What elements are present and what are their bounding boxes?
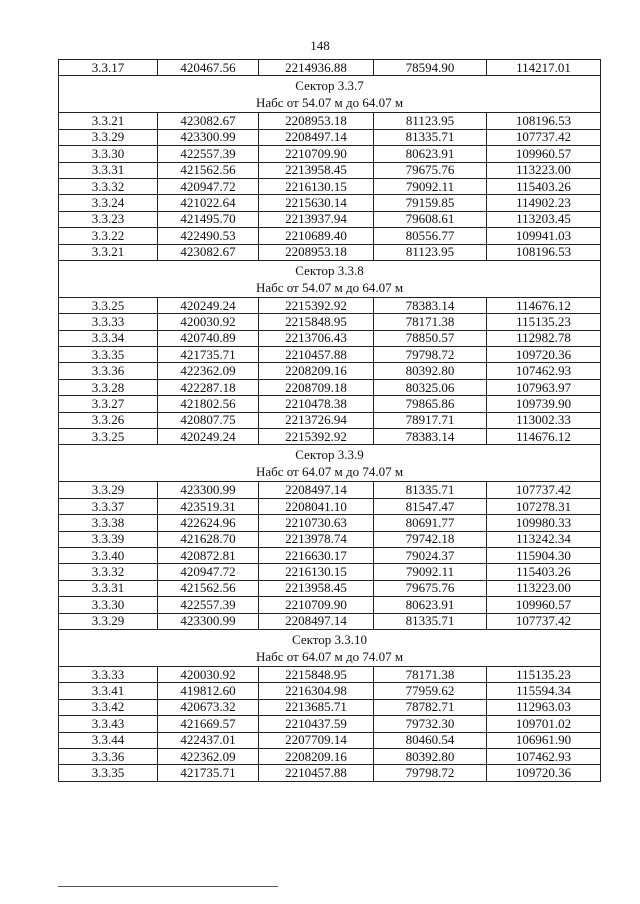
sector-elevation-range: Набс от 64.07 м до 74.07 м bbox=[255, 648, 404, 664]
coordinate-cell: 79798.72 bbox=[374, 347, 487, 363]
table-row bbox=[59, 297, 601, 313]
point-id-cell: 3.3.39 bbox=[59, 531, 158, 547]
point-id-cell: 3.3.40 bbox=[59, 547, 158, 563]
table-row bbox=[59, 396, 601, 412]
point-id-cell: 3.3.17 bbox=[59, 60, 158, 76]
table-row bbox=[59, 244, 601, 260]
coordinate-cell: 107462.93 bbox=[487, 748, 601, 764]
coordinate-cell: 113223.00 bbox=[487, 580, 601, 596]
coordinate-cell: 109980.33 bbox=[487, 515, 601, 531]
coordinate-cell: 107737.42 bbox=[487, 482, 601, 498]
coordinate-cell: 81123.95 bbox=[374, 113, 487, 129]
coordinate-cell: 422437.01 bbox=[158, 732, 259, 748]
coordinate-cell: 420872.81 bbox=[158, 547, 259, 563]
table-row bbox=[59, 146, 601, 162]
coordinate-cell: 109960.57 bbox=[487, 146, 601, 162]
table-row bbox=[59, 498, 601, 514]
table-row bbox=[59, 330, 601, 346]
coordinate-cell: 81123.95 bbox=[374, 244, 487, 260]
coordinate-cell: 421495.70 bbox=[158, 211, 259, 227]
table-row bbox=[59, 228, 601, 244]
table-row bbox=[59, 732, 601, 748]
coordinate-cell: 115403.26 bbox=[487, 564, 601, 580]
sector-title: Сектор 3.3.7 bbox=[295, 78, 364, 94]
coordinate-cell: 78171.38 bbox=[374, 666, 487, 682]
coordinate-cell: 109720.36 bbox=[487, 765, 601, 781]
table-row bbox=[59, 379, 601, 395]
table-row bbox=[59, 765, 601, 781]
coordinate-cell: 2213958.45 bbox=[259, 580, 374, 596]
coordinate-cell: 2210689.40 bbox=[259, 228, 374, 244]
coordinate-cell: 423300.99 bbox=[158, 613, 259, 629]
point-id-cell: 3.3.21 bbox=[59, 113, 158, 129]
point-id-cell: 3.3.34 bbox=[59, 330, 158, 346]
coordinate-cell: 423082.67 bbox=[158, 113, 259, 129]
coordinate-cell: 421735.71 bbox=[158, 347, 259, 363]
table-row bbox=[59, 129, 601, 145]
coordinate-cell: 420807.75 bbox=[158, 412, 259, 428]
point-id-cell: 3.3.43 bbox=[59, 716, 158, 732]
coordinate-cell: 78171.38 bbox=[374, 314, 487, 330]
point-id-cell: 3.3.30 bbox=[59, 146, 158, 162]
point-id-cell: 3.3.25 bbox=[59, 429, 158, 445]
coordinate-cell: 422362.09 bbox=[158, 748, 259, 764]
coordinate-cell: 80691.77 bbox=[374, 515, 487, 531]
sector-elevation-range: Набс от 54.07 м до 64.07 м bbox=[255, 95, 404, 111]
sector-header-cell bbox=[59, 629, 601, 666]
coordinate-cell: 2213706.43 bbox=[259, 330, 374, 346]
coordinate-cell: 2208497.14 bbox=[259, 129, 374, 145]
table-row bbox=[59, 699, 601, 715]
coordinate-cell: 2216130.15 bbox=[259, 564, 374, 580]
point-id-cell: 3.3.29 bbox=[59, 129, 158, 145]
coordinate-cell: 423082.67 bbox=[158, 244, 259, 260]
coordinate-cell: 420740.89 bbox=[158, 330, 259, 346]
point-id-cell: 3.3.41 bbox=[59, 683, 158, 699]
coordinate-cell: 108196.53 bbox=[487, 113, 601, 129]
coordinate-cell: 2208709.18 bbox=[259, 379, 374, 395]
coordinates-table-container bbox=[58, 59, 600, 782]
coordinate-cell: 115904.30 bbox=[487, 547, 601, 563]
point-id-cell: 3.3.29 bbox=[59, 482, 158, 498]
point-id-cell: 3.3.27 bbox=[59, 396, 158, 412]
table-row bbox=[59, 531, 601, 547]
table-row bbox=[59, 162, 601, 178]
coordinate-cell: 109720.36 bbox=[487, 347, 601, 363]
sector-header-cell bbox=[59, 445, 601, 482]
coordinate-cell: 423300.99 bbox=[158, 129, 259, 145]
point-id-cell: 3.3.42 bbox=[59, 699, 158, 715]
point-id-cell: 3.3.35 bbox=[59, 347, 158, 363]
coordinate-cell: 80623.91 bbox=[374, 146, 487, 162]
table-row bbox=[59, 429, 601, 445]
coordinate-cell: 2215630.14 bbox=[259, 195, 374, 211]
coordinate-cell: 79732.30 bbox=[374, 716, 487, 732]
coordinate-cell: 80556.77 bbox=[374, 228, 487, 244]
coordinate-cell: 79742.18 bbox=[374, 531, 487, 547]
table-row bbox=[59, 347, 601, 363]
table-row bbox=[59, 547, 601, 563]
table-row bbox=[59, 113, 601, 129]
coordinate-cell: 109739.90 bbox=[487, 396, 601, 412]
table-row bbox=[59, 716, 601, 732]
coordinate-cell: 109960.57 bbox=[487, 597, 601, 613]
coordinate-cell: 420947.72 bbox=[158, 564, 259, 580]
table-row bbox=[59, 515, 601, 531]
point-id-cell: 3.3.26 bbox=[59, 412, 158, 428]
coordinate-cell: 106961.90 bbox=[487, 732, 601, 748]
coordinate-cell: 78383.14 bbox=[374, 429, 487, 445]
table-row bbox=[59, 748, 601, 764]
coordinate-cell: 79092.11 bbox=[374, 564, 487, 580]
coordinate-cell: 2208041.10 bbox=[259, 498, 374, 514]
coordinate-cell: 422490.53 bbox=[158, 228, 259, 244]
coordinate-cell: 80392.80 bbox=[374, 363, 487, 379]
coordinate-cell: 107278.31 bbox=[487, 498, 601, 514]
coordinate-cell: 421562.56 bbox=[158, 580, 259, 596]
coordinate-cell: 80325.06 bbox=[374, 379, 487, 395]
coordinate-cell: 421669.57 bbox=[158, 716, 259, 732]
coordinate-cell: 79024.37 bbox=[374, 547, 487, 563]
coordinate-cell: 422557.39 bbox=[158, 146, 259, 162]
coordinate-cell: 420673.32 bbox=[158, 699, 259, 715]
coordinate-cell: 113242.34 bbox=[487, 531, 601, 547]
table-row bbox=[59, 613, 601, 629]
coordinate-cell: 109941.03 bbox=[487, 228, 601, 244]
coordinate-cell: 423300.99 bbox=[158, 482, 259, 498]
coordinate-cell: 2208209.16 bbox=[259, 748, 374, 764]
coordinate-cell: 109701.02 bbox=[487, 716, 601, 732]
table-row bbox=[59, 60, 601, 76]
coordinate-cell: 422287.18 bbox=[158, 379, 259, 395]
coordinate-cell: 2208953.18 bbox=[259, 244, 374, 260]
point-id-cell: 3.3.23 bbox=[59, 211, 158, 227]
coordinate-cell: 113223.00 bbox=[487, 162, 601, 178]
point-id-cell: 3.3.35 bbox=[59, 765, 158, 781]
point-id-cell: 3.3.32 bbox=[59, 564, 158, 580]
coordinate-cell: 420030.92 bbox=[158, 666, 259, 682]
point-id-cell: 3.3.22 bbox=[59, 228, 158, 244]
coordinate-cell: 107737.42 bbox=[487, 613, 601, 629]
point-id-cell: 3.3.44 bbox=[59, 732, 158, 748]
coordinate-cell: 114676.12 bbox=[487, 429, 601, 445]
coordinate-cell: 79092.11 bbox=[374, 178, 487, 194]
point-id-cell: 3.3.29 bbox=[59, 613, 158, 629]
coordinate-cell: 420947.72 bbox=[158, 178, 259, 194]
coordinate-cell: 79865.86 bbox=[374, 396, 487, 412]
coordinate-cell: 2210457.88 bbox=[259, 347, 374, 363]
coordinate-cell: 113002.33 bbox=[487, 412, 601, 428]
sector-header-row bbox=[59, 445, 601, 482]
coordinate-cell: 81547.47 bbox=[374, 498, 487, 514]
coordinate-cell: 421628.70 bbox=[158, 531, 259, 547]
coordinate-cell: 114902.23 bbox=[487, 195, 601, 211]
coordinate-cell: 2208953.18 bbox=[259, 113, 374, 129]
table-row bbox=[59, 683, 601, 699]
coordinate-cell: 2208497.14 bbox=[259, 613, 374, 629]
table-row bbox=[59, 363, 601, 379]
point-id-cell: 3.3.37 bbox=[59, 498, 158, 514]
coordinates-table-body bbox=[59, 60, 601, 782]
sector-title: Сектор 3.3.8 bbox=[295, 262, 364, 278]
coordinate-cell: 2210709.90 bbox=[259, 597, 374, 613]
coordinate-cell: 2213726.94 bbox=[259, 412, 374, 428]
table-row bbox=[59, 412, 601, 428]
sector-title: Сектор 3.3.9 bbox=[295, 447, 364, 463]
table-row bbox=[59, 178, 601, 194]
coordinate-cell: 2210478.38 bbox=[259, 396, 374, 412]
table-row bbox=[59, 482, 601, 498]
coordinate-cell: 2207709.14 bbox=[259, 732, 374, 748]
point-id-cell: 3.3.33 bbox=[59, 666, 158, 682]
coordinate-cell: 2216130.15 bbox=[259, 178, 374, 194]
coordinate-cell: 112982.78 bbox=[487, 330, 601, 346]
coordinate-cell: 420467.56 bbox=[158, 60, 259, 76]
coordinate-cell: 114676.12 bbox=[487, 297, 601, 313]
coordinate-cell: 79675.76 bbox=[374, 580, 487, 596]
coordinate-cell: 421022.64 bbox=[158, 195, 259, 211]
table-row bbox=[59, 580, 601, 596]
coordinate-cell: 78850.57 bbox=[374, 330, 487, 346]
coordinate-cell: 77959.62 bbox=[374, 683, 487, 699]
footer-rule bbox=[58, 886, 278, 887]
coordinate-cell: 2213937.94 bbox=[259, 211, 374, 227]
coordinate-cell: 80623.91 bbox=[374, 597, 487, 613]
coordinate-cell: 80460.54 bbox=[374, 732, 487, 748]
coordinate-cell: 2213685.71 bbox=[259, 699, 374, 715]
coordinate-cell: 80392.80 bbox=[374, 748, 487, 764]
coordinate-cell: 421802.56 bbox=[158, 396, 259, 412]
sector-header-row bbox=[59, 76, 601, 113]
coordinate-cell: 115135.23 bbox=[487, 666, 601, 682]
point-id-cell: 3.3.31 bbox=[59, 580, 158, 596]
coordinate-cell: 2210437.59 bbox=[259, 716, 374, 732]
table-row bbox=[59, 211, 601, 227]
table-row bbox=[59, 195, 601, 211]
sector-elevation-range: Набс от 54.07 м до 64.07 м bbox=[255, 279, 404, 295]
coordinate-cell: 420249.24 bbox=[158, 297, 259, 313]
coordinate-cell: 81335.71 bbox=[374, 613, 487, 629]
sector-title: Сектор 3.3.10 bbox=[291, 631, 367, 647]
coordinate-cell: 107737.42 bbox=[487, 129, 601, 145]
coordinate-cell: 422624.96 bbox=[158, 515, 259, 531]
coordinate-cell: 2216304.98 bbox=[259, 683, 374, 699]
coordinate-cell: 81335.71 bbox=[374, 129, 487, 145]
coordinate-cell: 419812.60 bbox=[158, 683, 259, 699]
table-row bbox=[59, 564, 601, 580]
coordinate-cell: 79675.76 bbox=[374, 162, 487, 178]
coordinate-cell: 2210709.90 bbox=[259, 146, 374, 162]
point-id-cell: 3.3.31 bbox=[59, 162, 158, 178]
point-id-cell: 3.3.28 bbox=[59, 379, 158, 395]
point-id-cell: 3.3.24 bbox=[59, 195, 158, 211]
sector-header-row bbox=[59, 629, 601, 666]
coordinate-cell: 81335.71 bbox=[374, 482, 487, 498]
coordinates-table bbox=[58, 59, 601, 782]
coordinate-cell: 112963.03 bbox=[487, 699, 601, 715]
table-row bbox=[59, 666, 601, 682]
coordinate-cell: 2208209.16 bbox=[259, 363, 374, 379]
coordinate-cell: 107462.93 bbox=[487, 363, 601, 379]
sector-header-row bbox=[59, 260, 601, 297]
coordinate-cell: 2215392.92 bbox=[259, 297, 374, 313]
sector-header-cell bbox=[59, 260, 601, 297]
coordinate-cell: 107963.97 bbox=[487, 379, 601, 395]
coordinate-cell: 78782.71 bbox=[374, 699, 487, 715]
point-id-cell: 3.3.36 bbox=[59, 363, 158, 379]
point-id-cell: 3.3.21 bbox=[59, 244, 158, 260]
coordinate-cell: 420030.92 bbox=[158, 314, 259, 330]
coordinate-cell: 115403.26 bbox=[487, 178, 601, 194]
coordinate-cell: 422362.09 bbox=[158, 363, 259, 379]
coordinate-cell: 79608.61 bbox=[374, 211, 487, 227]
coordinate-cell: 115594.34 bbox=[487, 683, 601, 699]
coordinate-cell: 2215848.95 bbox=[259, 314, 374, 330]
coordinate-cell: 78383.14 bbox=[374, 297, 487, 313]
coordinate-cell: 421562.56 bbox=[158, 162, 259, 178]
coordinate-cell: 115135.23 bbox=[487, 314, 601, 330]
coordinate-cell: 2210730.63 bbox=[259, 515, 374, 531]
table-row bbox=[59, 314, 601, 330]
page-number: 148 bbox=[310, 38, 330, 53]
coordinate-cell: 2208497.14 bbox=[259, 482, 374, 498]
coordinate-cell: 2215848.95 bbox=[259, 666, 374, 682]
coordinate-cell: 2210457.88 bbox=[259, 765, 374, 781]
point-id-cell: 3.3.25 bbox=[59, 297, 158, 313]
coordinate-cell: 2215392.92 bbox=[259, 429, 374, 445]
coordinate-cell: 114217.01 bbox=[487, 60, 601, 76]
coordinate-cell: 423519.31 bbox=[158, 498, 259, 514]
coordinate-cell: 78917.71 bbox=[374, 412, 487, 428]
point-id-cell: 3.3.36 bbox=[59, 748, 158, 764]
coordinate-cell: 2213958.45 bbox=[259, 162, 374, 178]
point-id-cell: 3.3.33 bbox=[59, 314, 158, 330]
point-id-cell: 3.3.38 bbox=[59, 515, 158, 531]
coordinate-cell: 79798.72 bbox=[374, 765, 487, 781]
coordinate-cell: 113203.45 bbox=[487, 211, 601, 227]
coordinate-cell: 78594.90 bbox=[374, 60, 487, 76]
sector-elevation-range: Набс от 64.07 м до 74.07 м bbox=[255, 464, 404, 480]
coordinate-cell: 422557.39 bbox=[158, 597, 259, 613]
coordinate-cell: 79159.85 bbox=[374, 195, 487, 211]
table-row bbox=[59, 597, 601, 613]
point-id-cell: 3.3.30 bbox=[59, 597, 158, 613]
sector-header-cell bbox=[59, 76, 601, 113]
coordinate-cell: 108196.53 bbox=[487, 244, 601, 260]
coordinate-cell: 2214936.88 bbox=[259, 60, 374, 76]
coordinate-cell: 2216630.17 bbox=[259, 547, 374, 563]
coordinate-cell: 2213978.74 bbox=[259, 531, 374, 547]
point-id-cell: 3.3.32 bbox=[59, 178, 158, 194]
coordinate-cell: 420249.24 bbox=[158, 429, 259, 445]
coordinate-cell: 421735.71 bbox=[158, 765, 259, 781]
